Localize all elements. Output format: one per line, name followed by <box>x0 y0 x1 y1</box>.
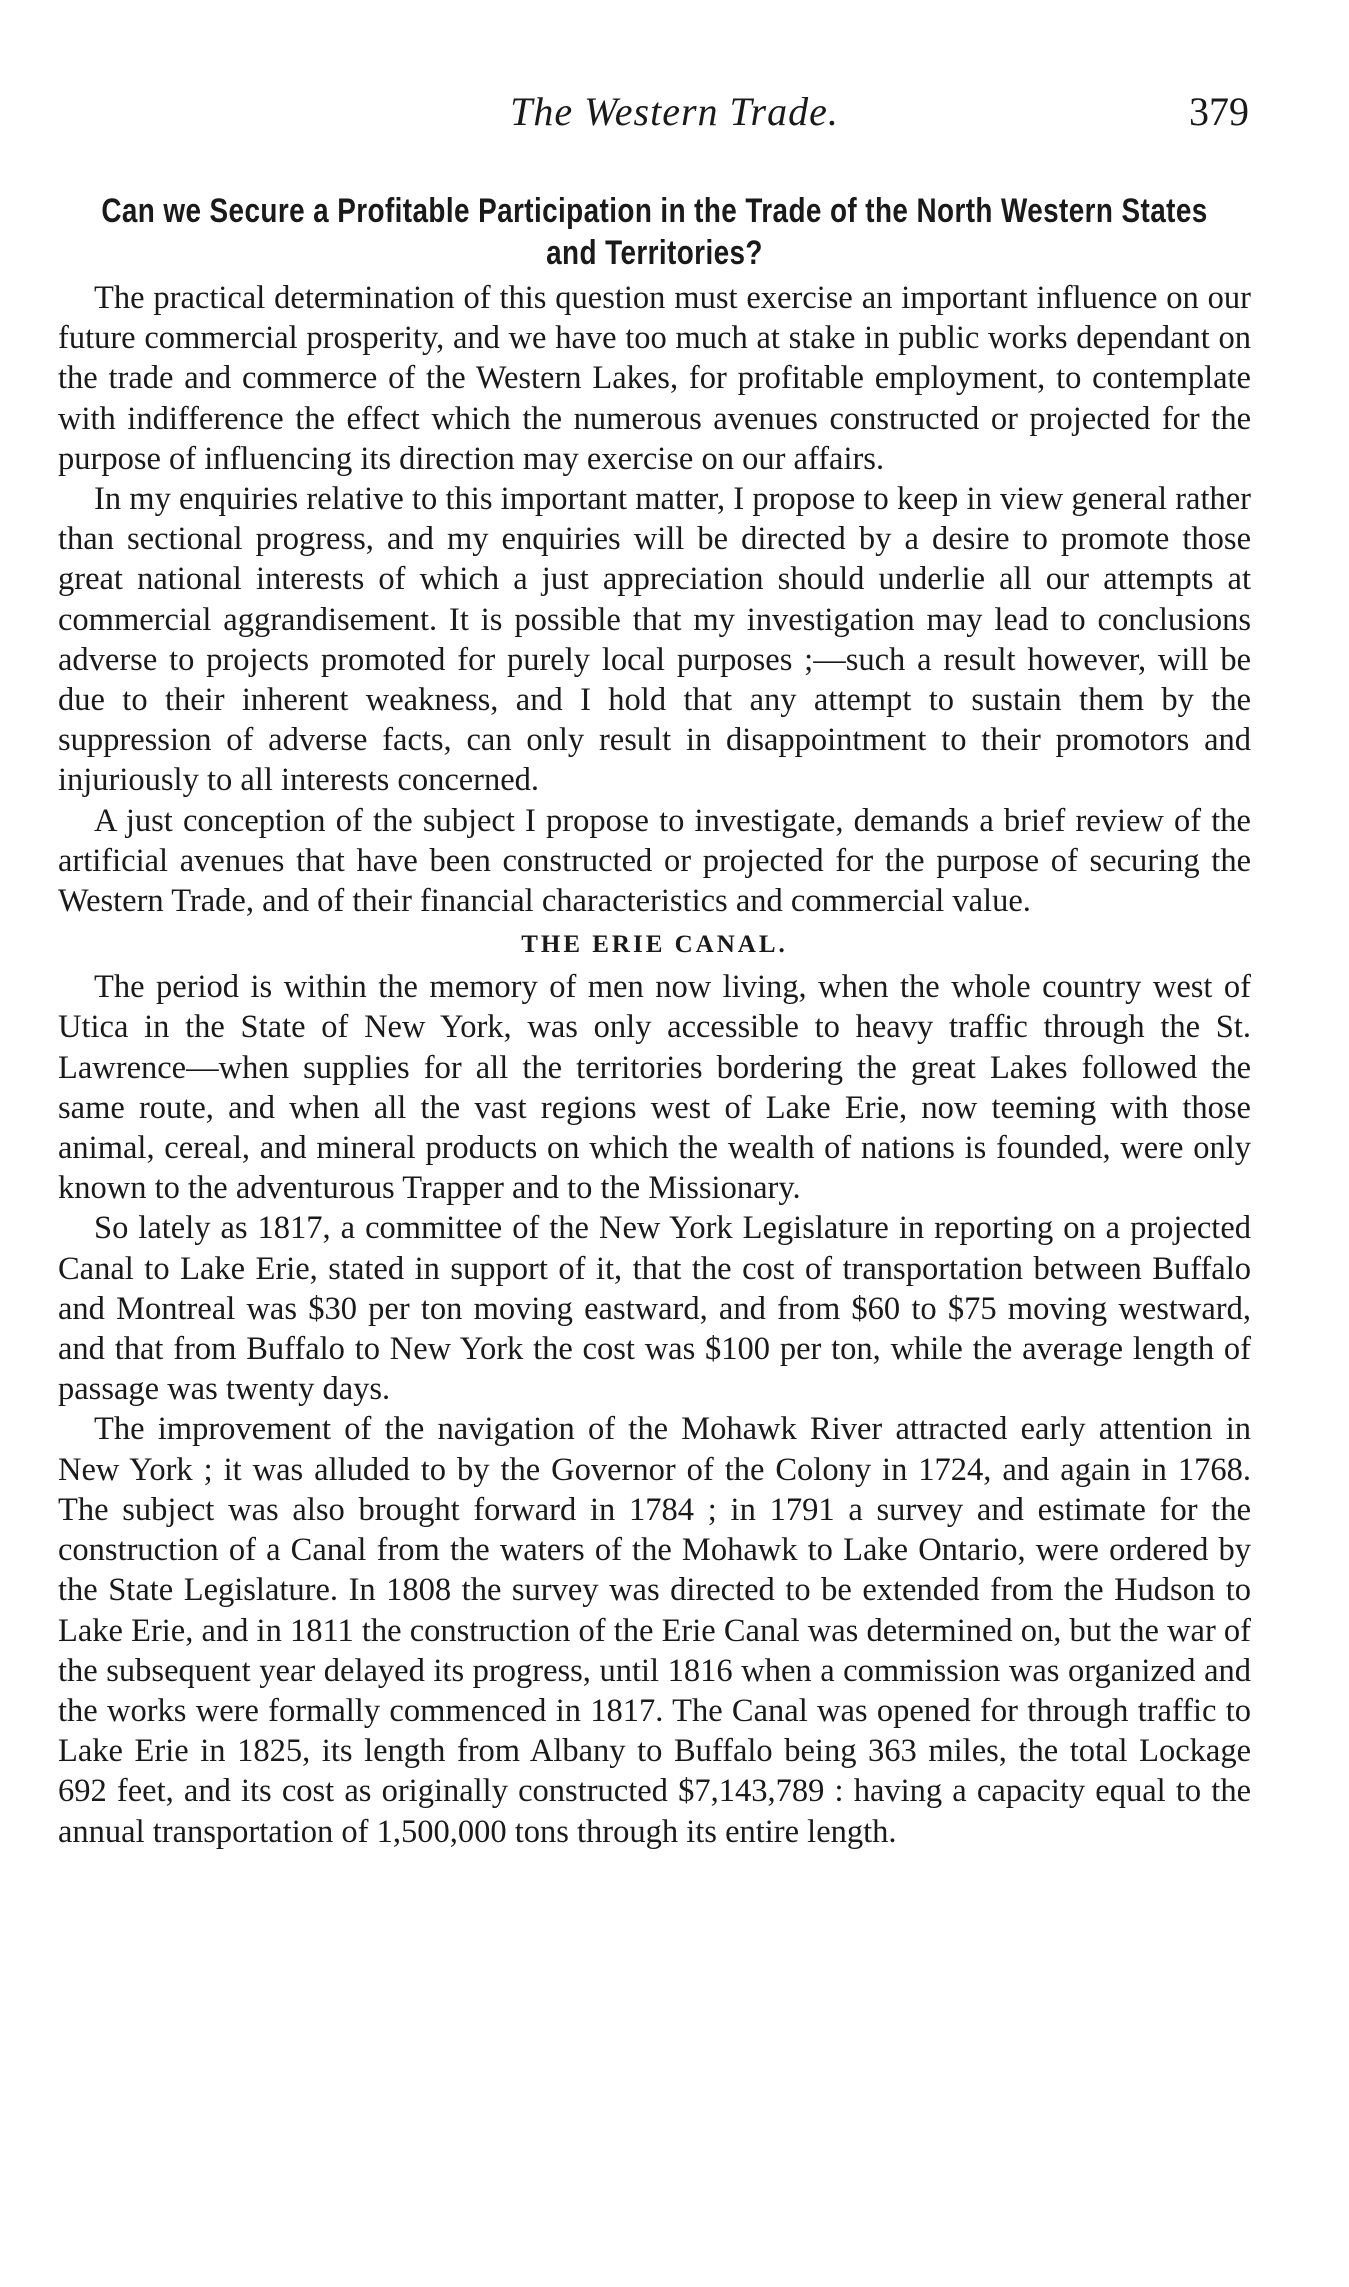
article-heading: Can we Secure a Profitable Participation in the Trade of the North Western States and Territories? <box>101 192 1208 272</box>
paragraph: In my enquiries relative to this important matter, I propose to keep in view general rather than sectional progress, and my enquiries will be directed by a desire to promote those great national interests of which a just appreciation should underlie all our attempts at commercial aggrandisement. It is possible that my investigation may lead to conclusions adverse to projects promoted for purely local purposes ;—such a result however, will be due to their inherent weakness, and I hold that any attempt to sustain them by the suppression of adverse facts, can only result in disappointment to their promotors and injuriously to all interests concerned. <box>58 481 1251 799</box>
running-title: The Western Trade. <box>510 89 839 134</box>
page-number: 379 <box>1189 89 1249 134</box>
running-head <box>0 88 1349 148</box>
paragraph: A just conception of the subject I propose to investigate, demands a brief review of the artificial avenues that have been constructed or projected for the purpose of securing the Western Trade, and of their financial characteristics and commercial value. <box>58 802 1251 920</box>
article-body <box>58 190 1251 1852</box>
paragraph: The practical determination of this question must exercise an important influence on our future commercial prosperity, and we have too much at stake in public works dependant on the trade and commerce of the Western Lakes, for profitable employment, to contemplate with indifference the effect which the numerous avenues constructed or projected for the purpose of influencing its direction may exercise on our affairs. <box>58 280 1251 477</box>
paragraph: The period is within the memory of men now living, when the whole country west of Utica in the State of New York, was only accessible to heavy traffic through the St. Lawrence—when supplies for all the territories bordering the great Lakes followed the same route, and when all the vast regions west of Lake Erie, now teeming with those animal, cereal, and mineral products on which the wealth of nations is founded, were only known to the adventurous Trapper and to the Missionary. <box>58 969 1251 1207</box>
paragraph: So lately as 1817, a committee of the New York Legislature in reporting on a projected Canal to Lake Erie, stated in support of it, that the cost of transportation between Buffalo and Montreal was $30 per ton moving eastward, and from $60 to $75 moving westward, and that from Buffalo to New York the cost was $100 per ton, while the average length of passage was twenty days. <box>58 1210 1251 1408</box>
paragraph: The improvement of the navigation of the Mohawk River attracted early attention in New York ; it was alluded to by the Governor of the Colony in 1724, and again in 1768. The subject was also brought forward in 1784 ; in 1791 a survey and estimate for the construction of a Canal from the waters of the Mohawk to Lake Ontario, were ordered by the State Legislature. In 1808 the survey was directed to be extended from the Hudson to Lake Erie, and in 1811 the construction of the Erie Canal was determined on, but the war of the subsequent year delayed its progress, until 1816 when a commission was organized and the works were formally commenced in 1817. The Canal was opened for through traffic to Lake Erie in 1825, its length from Albany to Buffalo being 363 miles, the total Lockage 692 feet, and its cost as originally constructed $7,143,789 : having a capacity equal to the annual transportation of 1,500,000 tons through its entire length. <box>58 1411 1251 1850</box>
section-heading: THE ERIE CANAL. <box>521 931 788 959</box>
